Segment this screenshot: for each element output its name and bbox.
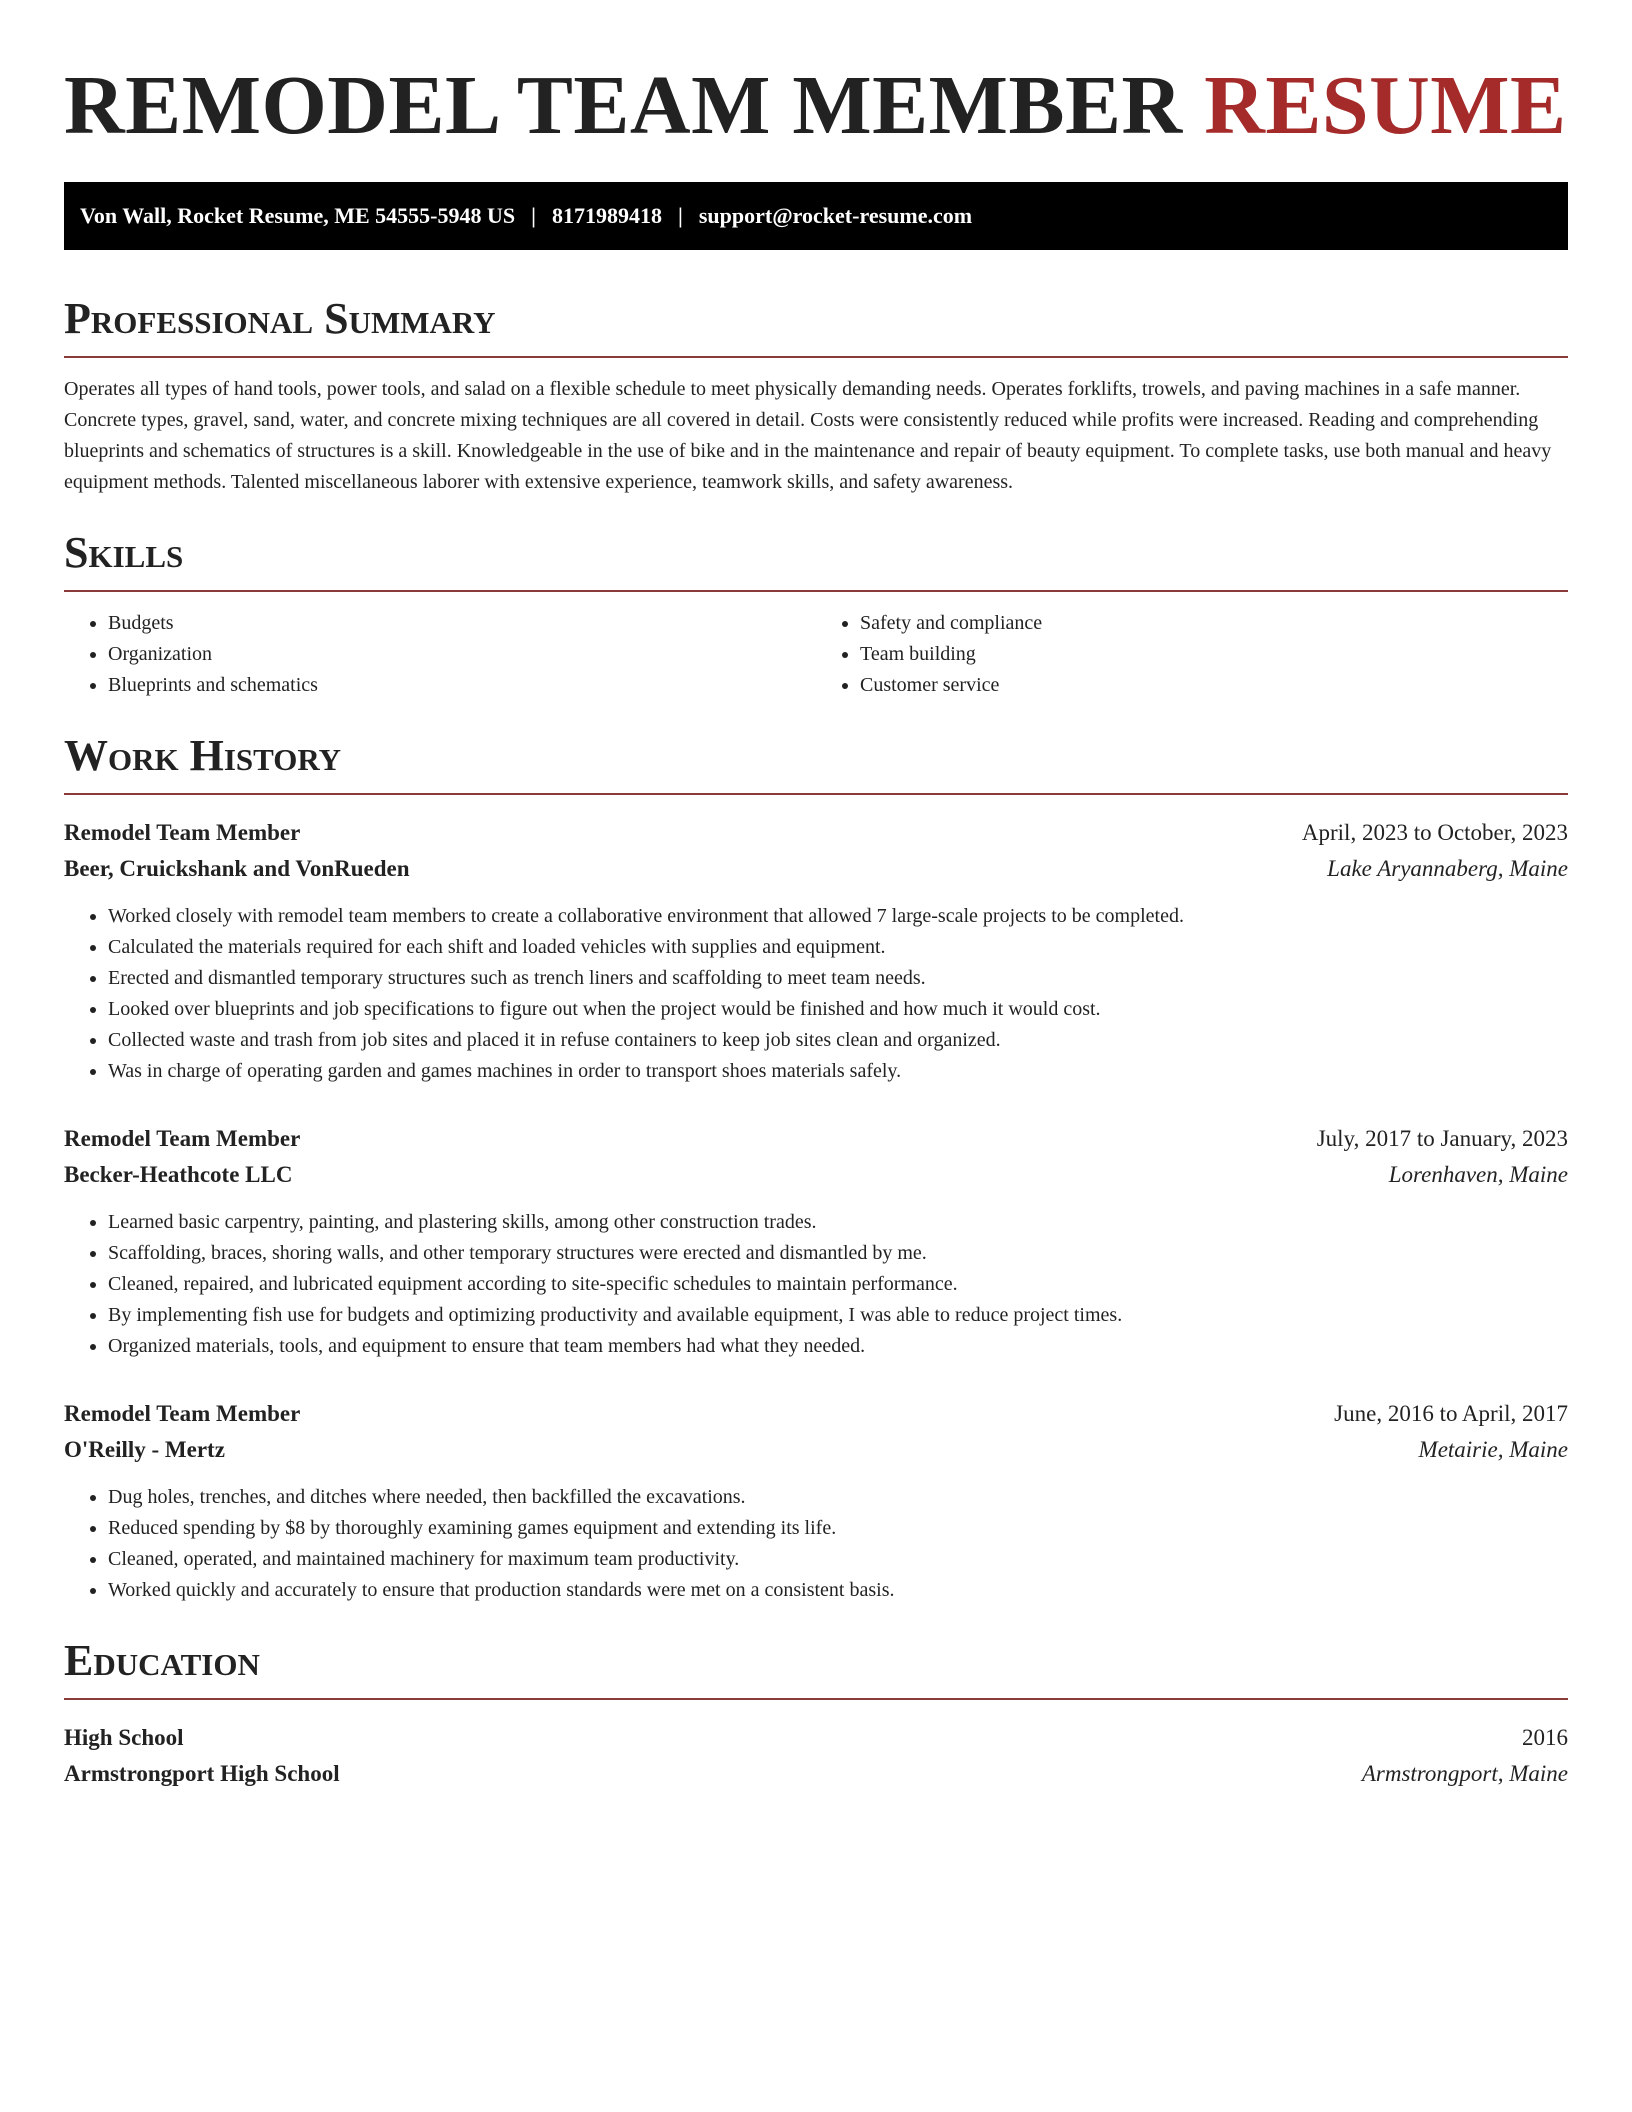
job-entry: [64, 815, 1568, 1087]
job-bullet: • Learned basic carpentry, painting, and plastering skills, among other construction trades.: [108, 1207, 1568, 1238]
education-degree: High School: [64, 1725, 184, 1750]
job-bullet: • Erected and dismantled temporary structures such as trench liners and scaffolding to meet team needs.: [108, 963, 1568, 994]
job-location: Metairie, Maine: [1418, 1437, 1568, 1462]
education-degree-row: [64, 1720, 1568, 1756]
job-title-row: [64, 815, 1568, 851]
job-bullet: • Collected waste and trash from job sites and placed it in refuse containers to keep job sites clean and organized.: [108, 1025, 1568, 1056]
education-entry: [64, 1720, 1568, 1792]
skill-item: • Budgets: [108, 608, 816, 639]
skills-heading: Skills: [64, 528, 1568, 592]
education-year: 2016: [1522, 1725, 1568, 1750]
skills-column-left: [64, 608, 816, 701]
contact-email: support@rocket-resume.com: [698, 203, 973, 228]
job-bullets: [64, 901, 1568, 1087]
job-bullet: • Was in charge of operating garden and games machines in order to transport shoes materials safely.: [108, 1056, 1568, 1087]
job-location: Lorenhaven, Maine: [1388, 1162, 1568, 1187]
resume-title: [64, 0, 1568, 156]
job-bullet: • Dug holes, trenches, and ditches where needed, then backfilled the excavations.: [108, 1482, 1568, 1513]
skill-item: • Organization: [108, 639, 816, 670]
title-accent: RESUME: [1204, 59, 1567, 152]
summary-heading: Professional Summary: [64, 294, 1568, 358]
job-bullet: • Worked closely with remodel team members to create a collaborative environment that allowed 7 large-scale projects to be completed.: [108, 901, 1568, 932]
skill-item: • Team building: [860, 639, 1568, 670]
contact-bar: [64, 182, 1568, 250]
job-bullets: [64, 1482, 1568, 1606]
job-entry: [64, 1121, 1568, 1362]
skill-item: • Customer service: [860, 670, 1568, 701]
education-location: Armstrongport, Maine: [1361, 1761, 1568, 1786]
work-history-heading: Work History: [64, 731, 1568, 795]
education-school: Armstrongport High School: [64, 1761, 340, 1786]
job-entry: [64, 1396, 1568, 1606]
skill-item: • Blueprints and schematics: [108, 670, 816, 701]
summary-text: Operates all types of hand tools, power tools, and salad on a flexible schedule to meet physically demanding needs. Operates forklifts, trowels, and paving machines in a safe manner. Concrete types, gravel, sand, water, and concrete mixing techniques are all covered in detail. Costs were consistently reduced while profits were increased. Reading and comprehending blueprints and schematics of structures is a skill. Knowledgeable in the use of bike and in the maintenance and repair of beauty equipment. To complete tasks, use both manual and heavy equipment methods. Talented miscellaneous laborer with extensive experience, teamwork skills, and safety awareness.: [64, 378, 1552, 493]
job-company: Beer, Cruickshank and VonRueden: [64, 856, 410, 881]
job-bullet: • Cleaned, operated, and maintained machinery for maximum team productivity.: [108, 1544, 1568, 1575]
skill-item: • Safety and compliance: [860, 608, 1568, 639]
contact-phone: 8171989418: [551, 203, 662, 228]
job-bullet: • Calculated the materials required for each shift and loaded vehicles with supplies and equipment.: [108, 932, 1568, 963]
job-title: Remodel Team Member: [64, 1126, 301, 1151]
job-bullet: • Reduced spending by $8 by thoroughly examining games equipment and extending its life.: [108, 1513, 1568, 1544]
job-bullet: • By implementing fish use for budgets and optimizing productivity and available equipment, I was able to reduce project times.: [108, 1300, 1568, 1331]
job-company-row: [64, 1432, 1568, 1468]
job-bullet: • Looked over blueprints and job specifications to figure out when the project would be finished and how much it would cost.: [108, 994, 1568, 1025]
job-company-row: [64, 1157, 1568, 1193]
education-heading: Education: [64, 1636, 1568, 1700]
job-company: Becker-Heathcote LLC: [64, 1162, 293, 1187]
job-bullet: • Organized materials, tools, and equipment to ensure that team members had what they needed.: [108, 1331, 1568, 1362]
skills-column-right: [816, 608, 1568, 701]
job-company-row: [64, 851, 1568, 887]
title-main: REMODEL TEAM MEMBER: [64, 59, 1183, 152]
job-title-row: [64, 1396, 1568, 1432]
job-bullet: • Worked quickly and accurately to ensure that production standards were met on a consistent basis.: [108, 1575, 1568, 1606]
contact-separator: |: [531, 203, 536, 228]
contact-separator: |: [677, 203, 683, 228]
job-dates: June, 2016 to April, 2017: [1334, 1401, 1568, 1426]
job-title-row: [64, 1121, 1568, 1157]
job-bullet: • Cleaned, repaired, and lubricated equipment according to site-specific schedules to maintain performance.: [108, 1269, 1568, 1300]
job-bullets: [64, 1207, 1568, 1362]
skills-grid: [64, 608, 1568, 701]
job-bullet: • Scaffolding, braces, shoring walls, and other temporary structures were erected and dismantled by me.: [108, 1238, 1568, 1269]
education-school-row: [64, 1756, 1568, 1792]
job-company: O'Reilly - Mertz: [64, 1437, 225, 1462]
job-location: Lake Aryannaberg, Maine: [1327, 856, 1568, 881]
contact-address: Von Wall, Rocket Resume, ME 54555-5948 US: [80, 203, 516, 228]
job-title: Remodel Team Member: [64, 1401, 301, 1426]
job-dates: April, 2023 to October, 2023: [1301, 820, 1568, 845]
job-dates: July, 2017 to January, 2023: [1316, 1126, 1568, 1151]
job-title: Remodel Team Member: [64, 820, 301, 845]
